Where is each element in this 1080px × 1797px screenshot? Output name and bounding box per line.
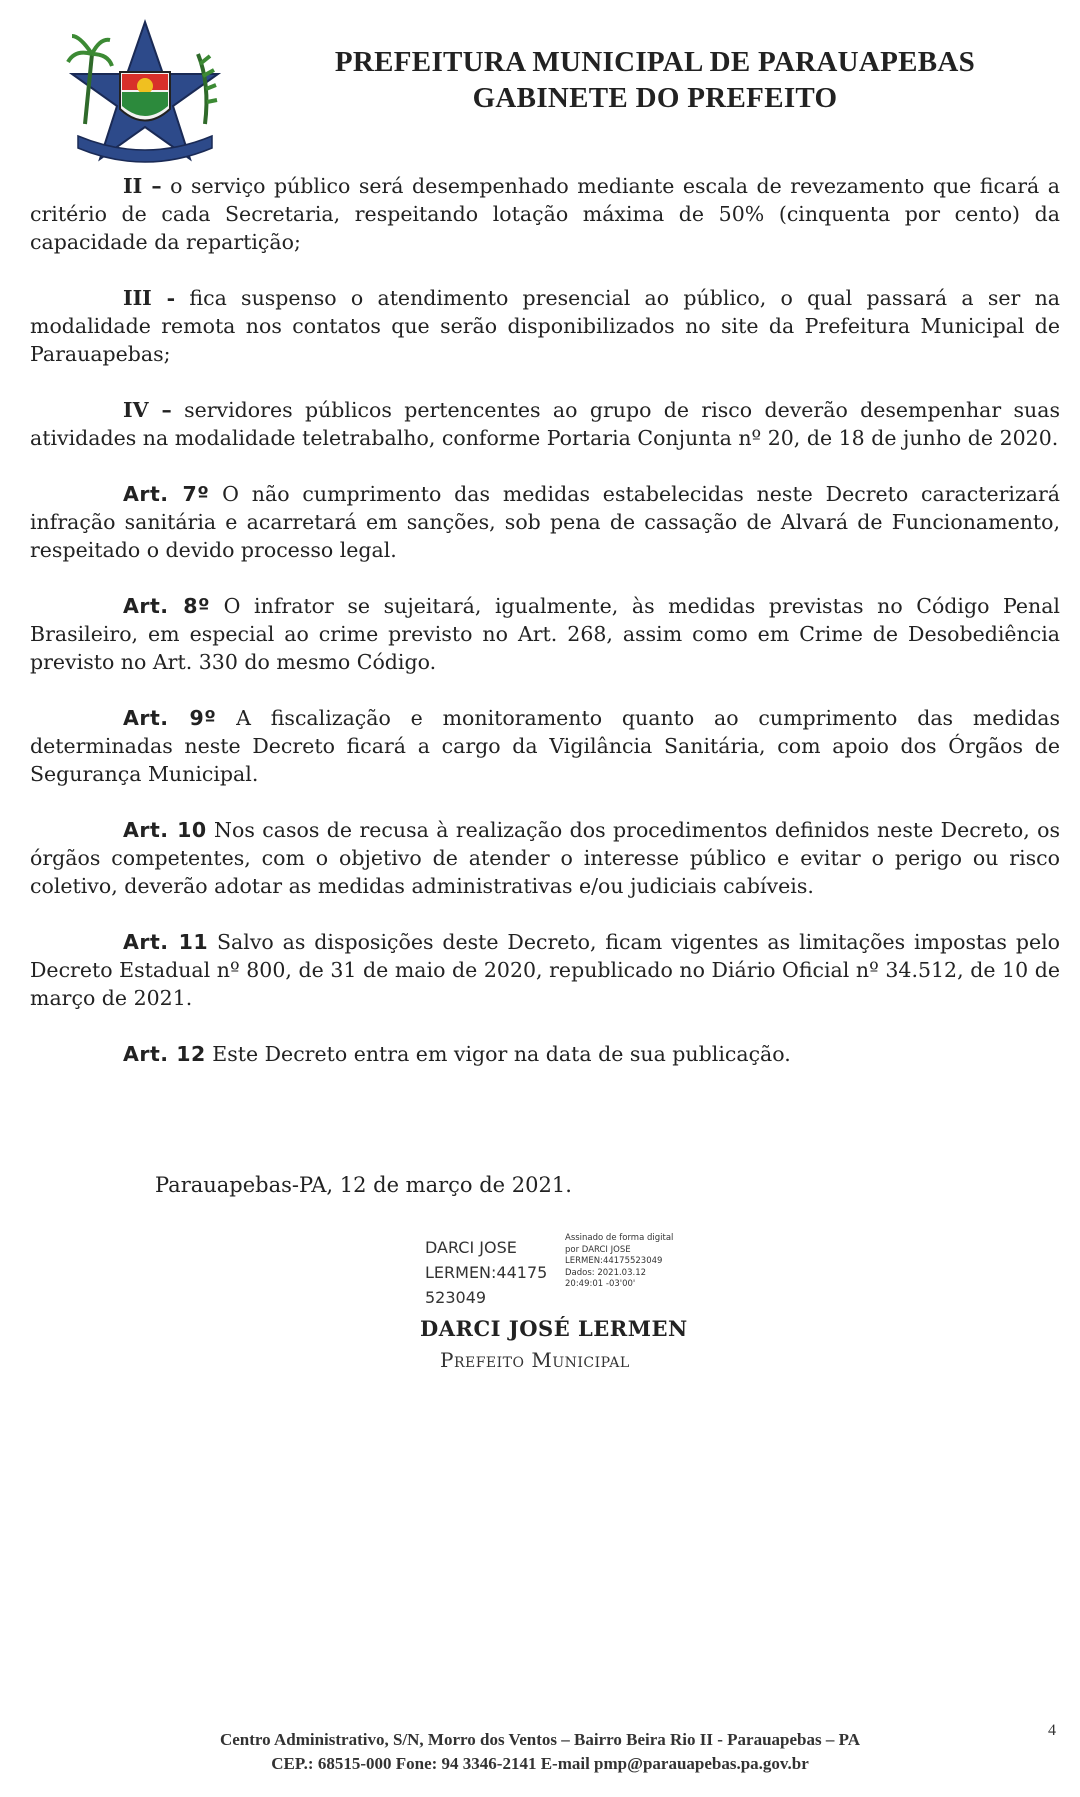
date-line: Parauapebas-PA, 12 de março de 2021. <box>155 1173 572 1197</box>
signature-detail-line: Assinado de forma digital <box>565 1233 674 1243</box>
paragraph-inciso-iv <box>30 396 1060 452</box>
paragraph-text: fica suspenso o atendimento presencial ao público, o qual passará a ser na modalidade remota nos contatos que serão disponibilizados no site da Prefeitura Municipal de Parauapebas; <box>30 286 1060 366</box>
article-label: Art. 7º <box>123 482 210 506</box>
signer-title: Prefeito Municipal <box>440 1348 630 1372</box>
signature-detail-line: 20:49:01 -03'00' <box>565 1279 636 1289</box>
article-label: Art. 9º <box>123 706 217 730</box>
letterhead <box>0 0 1080 170</box>
signature-detail-line: por DARCI JOSE <box>565 1244 631 1255</box>
digital-signature <box>425 1233 725 1313</box>
paragraph-inciso-ii <box>30 172 1060 256</box>
paragraph-text: Nos casos de recusa à realização dos procedimentos definidos neste Decreto, os órgãos competentes, com o objetivo de atender o interesse público e evitar o perigo ou risco coletivo, deverão adotar as medidas administrativas e/ou judiciais cabíveis. <box>30 818 1060 898</box>
paragraph-art-7 <box>30 480 1060 564</box>
article-label: Art. 11 <box>123 930 209 954</box>
signature-name-line: DARCI JOSE <box>425 1238 517 1257</box>
paragraph-art-11 <box>30 928 1060 1012</box>
paragraph-text: servidores públicos pertencentes ao grupo de risco deverão desempenhar suas atividades na modalidade teletrabalho, conforme Portaria Conjunta nº 20, de 18 de junho de 2020. <box>30 398 1060 450</box>
paragraph-art-12 <box>30 1040 1060 1068</box>
article-label: Art. 12 <box>123 1042 206 1066</box>
paragraph-text: Salvo as disposições deste Decreto, ficam vigentes as limitações impostas pelo Decreto Estadual nº 800, de 31 de maio de 2020, republicado no Diário Oficial nº 34.512, de 10 de março de 2021. <box>30 930 1060 1010</box>
paragraph-lead: II – <box>123 174 162 198</box>
paragraph-lead: IV – <box>123 398 172 422</box>
footer <box>0 1728 1080 1776</box>
paragraph-text: O infrator se sujeitará, igualmente, às medidas previstas no Código Penal Brasileiro, em especial ao crime previsto no Art. 268, assim como em Crime de Desobediência previsto no Art. 330 do mesmo Código. <box>30 594 1060 674</box>
signature-detail-line: Dados: 2021.03.12 <box>565 1267 647 1278</box>
page-number: 4 <box>1048 1722 1056 1739</box>
paragraph-art-9 <box>30 704 1060 788</box>
paragraph-art-8 <box>30 592 1060 676</box>
paragraph-inciso-iii <box>30 284 1060 368</box>
paragraph-art-10 <box>30 816 1060 900</box>
signature-name-line: 523049 <box>425 1288 487 1307</box>
paragraph-text: A fiscalização e monitoramento quanto ao cumprimento das medidas determinadas neste Decreto ficará a cargo da Vigilância Sanitária, com apoio dos Órgãos de Segurança Municipal. <box>30 706 1060 786</box>
letterhead-titles <box>290 44 1020 116</box>
signer-name: DARCI JOSÉ LERMEN <box>420 1316 688 1341</box>
paragraph-text: o serviço público será desempenhado mediante escala de revezamento que ficará a critério de cada Secretaria, respeitando lotação máxima de 50% (cinquenta por cento) da capacidade da repartição; <box>30 174 1060 254</box>
prefeitura-title: PREFEITURA MUNICIPAL DE PARAUAPEBAS <box>334 46 976 78</box>
article-label: Art. 8º <box>123 594 211 618</box>
footer-contact: CEP.: 68515-000 Fone: 94 3346-2141 E-mail pmp@parauapebas.pa.gov.br <box>271 1754 809 1773</box>
signature-name <box>425 1235 547 1310</box>
gabinete-title: GABINETE DO PREFEITO <box>472 82 838 114</box>
paragraph-lead: III - <box>123 286 176 310</box>
signature-name-line: LERMEN:44175 <box>425 1263 548 1282</box>
article-label: Art. 10 <box>123 818 207 842</box>
decree-body <box>30 172 1060 1096</box>
paragraph-text: O não cumprimento das medidas estabelecidas neste Decreto caracterizará infração sanitária e acarretará em sanções, sob pena de cassação de Alvará de Funcionamento, respeitado o devido processo legal. <box>30 482 1061 562</box>
municipal-coat-of-arms-icon <box>60 14 230 174</box>
footer-address: Centro Administrativo, S/N, Morro dos Ventos – Bairro Beira Rio II - Parauapebas – PA <box>219 1730 861 1749</box>
signature-detail-line: LERMEN:44175523049 <box>565 1256 663 1266</box>
signature-details <box>565 1233 673 1291</box>
paragraph-text: Este Decreto entra em vigor na data de sua publicação. <box>205 1042 791 1066</box>
